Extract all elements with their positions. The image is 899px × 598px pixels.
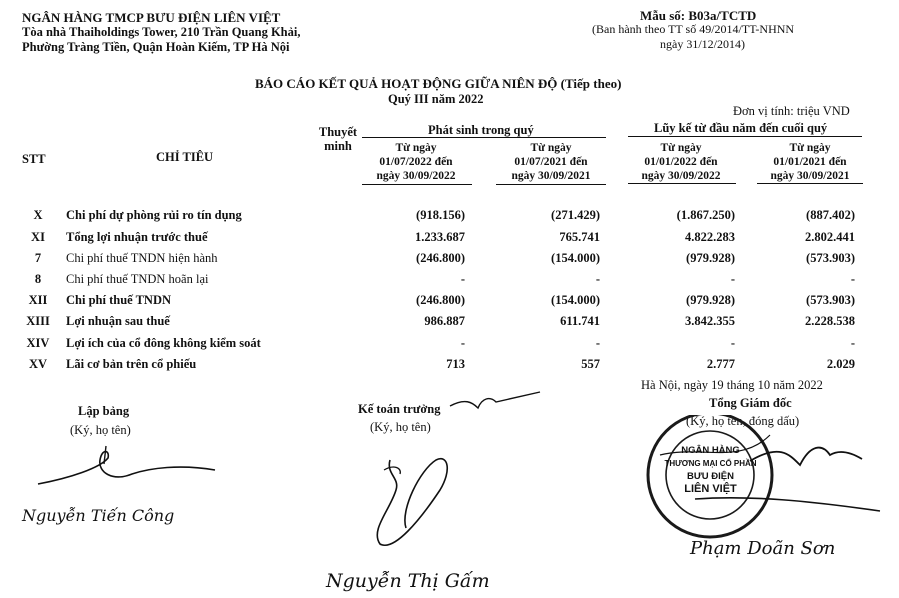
col-note-header-line2: minh	[324, 139, 352, 153]
row-value: -	[850, 272, 855, 286]
row-value: 2.777	[706, 357, 735, 371]
row-value: (154.000)	[551, 251, 600, 265]
form-basis-line1: (Ban hành theo TT số 49/2014/TT-NHNN	[592, 22, 795, 36]
row-value: -	[730, 272, 735, 286]
sub-header-q-2022	[360, 141, 472, 183]
row-value: 2.029	[826, 357, 855, 371]
row-label: Lãi cơ bản trên cổ phiếu	[66, 357, 197, 371]
preparer-note: (Ký, họ tên)	[70, 423, 131, 437]
row-stt: XIV	[26, 336, 50, 350]
accountant-title: Kế toán trưởng	[358, 402, 441, 416]
stamp-center-text	[663, 444, 758, 496]
row-value: (918.156)	[416, 208, 465, 222]
row-label: Chi phí dự phòng rủi ro tín dụng	[66, 208, 242, 222]
group-quarter-rule	[362, 137, 606, 138]
table-row	[0, 251, 899, 272]
sub-header-rule	[628, 183, 736, 184]
row-value: (979.928)	[686, 293, 735, 307]
row-value: (573.903)	[806, 293, 855, 307]
accountant-note: (Ký, họ tên)	[370, 420, 431, 434]
report-title: BÁO CÁO KẾT QUẢ HOẠT ĐỘNG GIỮA NIÊN ĐỘ (Tiếp theo)	[255, 76, 622, 91]
row-value: 611.741	[560, 314, 600, 328]
row-label: Chi phí thuế TNDN hoãn lại	[66, 272, 209, 286]
row-stt: 8	[34, 272, 42, 286]
accountant-signature	[360, 440, 500, 560]
row-value: 986.887	[424, 314, 465, 328]
sub-header-line: Từ ngày	[395, 142, 437, 154]
row-value: -	[595, 272, 600, 286]
table-row	[0, 293, 899, 314]
row-value: (246.800)	[416, 251, 465, 265]
row-value: 2.228.538	[805, 314, 855, 328]
table-row	[0, 336, 899, 357]
row-label: Lợi ích của cổ đông không kiểm soát	[66, 336, 261, 350]
table-row	[0, 314, 899, 335]
table-row	[0, 272, 899, 293]
row-value: (1.867.250)	[676, 208, 735, 222]
row-label: Lợi nhuận sau thuế	[66, 314, 170, 328]
preparer-signature	[30, 438, 230, 498]
sub-header-line: ngày 30/09/2021	[770, 170, 850, 182]
row-value: 4.822.283	[685, 230, 735, 244]
stamp-line: THƯƠNG MẠI CỔ PHẦN	[664, 459, 757, 468]
group-quarter-header: Phát sinh trong quý	[428, 123, 534, 137]
preparer-name: Nguyễn Tiến Công	[22, 506, 175, 525]
sub-header-rule	[757, 183, 863, 184]
sub-header-rule	[496, 184, 606, 185]
sub-header-line: Từ ngày	[789, 142, 831, 154]
col-stt-header: STT	[22, 152, 46, 166]
group-ytd-header: Lũy kế từ đầu năm đến cuối quý	[654, 121, 828, 135]
preparer-title: Lập bảng	[78, 404, 130, 418]
accountant-initial-mark	[420, 388, 560, 418]
row-value: 557	[581, 357, 600, 371]
row-value: 713	[446, 357, 465, 371]
row-value: 765.741	[559, 230, 600, 244]
table-row	[0, 357, 899, 378]
col-note-header-line1: Thuyết	[318, 125, 358, 139]
row-value: 2.802.441	[805, 230, 855, 244]
row-value: (887.402)	[806, 208, 855, 222]
row-value: (573.903)	[806, 251, 855, 265]
place-date: Hà Nội, ngày 19 tháng 10 năm 2022	[641, 378, 823, 392]
row-value: (271.429)	[551, 208, 600, 222]
table-row	[0, 230, 899, 251]
sub-header-rule	[362, 184, 472, 185]
row-stt: XII	[28, 293, 48, 307]
row-label: Chi phí thuế TNDN hiện hành	[66, 251, 218, 265]
row-stt: XI	[31, 230, 45, 244]
row-stt: XIII	[26, 314, 50, 328]
ceo-note: (Ký, họ tên, đóng dấu)	[686, 414, 800, 428]
sub-header-line: 01/01/2022 đến	[644, 156, 718, 168]
sub-header-line: 01/07/2022 đến	[379, 156, 453, 168]
row-stt: XV	[28, 357, 48, 371]
bank-address-line1: Tòa nhà Thaiholdings Tower, 210 Trần Quang Khải,	[22, 25, 301, 39]
sub-header-line: ngày 30/09/2022	[376, 170, 456, 182]
accountant-name: Nguyễn Thị Gấm	[326, 570, 490, 592]
ceo-title: Tổng Giám đốc	[709, 396, 792, 410]
sub-header-line: ngày 30/09/2021	[511, 170, 591, 182]
unit-label: Đơn vị tính: triệu VND	[733, 104, 850, 118]
row-value: (246.800)	[416, 293, 465, 307]
sub-header-q-2021	[496, 141, 606, 183]
ceo-name: Phạm Doãn Sơn	[690, 538, 836, 559]
bank-name: NGÂN HÀNG TMCP BƯU ĐIỆN LIÊN VIỆT	[22, 10, 281, 25]
table-row	[0, 208, 899, 229]
row-stt: X	[33, 208, 43, 222]
row-value: -	[850, 336, 855, 350]
sub-header-line: 01/01/2021 đến	[773, 156, 847, 168]
sub-header-line: 01/07/2021 đến	[514, 156, 588, 168]
form-code: Mẫu số: B03a/TCTD	[640, 8, 757, 23]
col-item-header: CHỈ TIÊU	[156, 150, 214, 164]
row-stt: 7	[34, 251, 42, 265]
row-value: -	[730, 336, 735, 350]
row-value: (154.000)	[551, 293, 600, 307]
stamp-line: BƯU ĐIỆN	[687, 471, 734, 482]
row-value: (979.928)	[686, 251, 735, 265]
row-label: Tổng lợi nhuận trước thuế	[66, 230, 208, 244]
stamp-line: LIÊN VIỆT	[684, 483, 737, 495]
bank-address-line2: Phường Tràng Tiền, Quận Hoàn Kiếm, TP Hà Nội	[22, 40, 290, 54]
form-basis-line2: ngày 31/12/2014)	[660, 37, 745, 51]
sub-header-line: Từ ngày	[660, 142, 702, 154]
row-value: -	[595, 336, 600, 350]
row-value: 1.233.687	[415, 230, 465, 244]
group-ytd-rule	[628, 136, 862, 137]
stamp-line: NGÂN HÀNG	[681, 445, 740, 456]
row-value: 3.842.355	[685, 314, 735, 328]
sub-header-ytd-2021	[757, 141, 863, 183]
row-label: Chi phí thuế TNDN	[66, 293, 172, 307]
report-period: Quý III năm 2022	[388, 92, 484, 106]
sub-header-line: ngày 30/09/2022	[641, 170, 721, 182]
row-value: -	[460, 336, 465, 350]
sub-header-ytd-2022	[626, 141, 736, 183]
sub-header-line: Từ ngày	[530, 142, 572, 154]
row-value: -	[460, 272, 465, 286]
